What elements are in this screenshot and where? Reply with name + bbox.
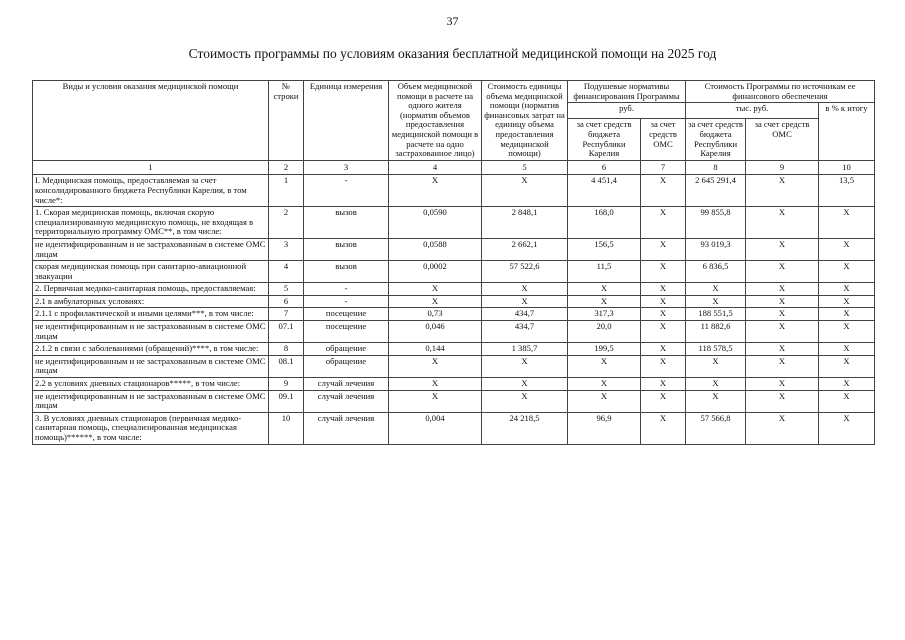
row-unit-cost-cell: X <box>482 355 568 377</box>
row-name-cell: 2.1.2 в связи с заболеваниями (обращений)****, в том числе: <box>33 343 269 356</box>
column-number: 3 <box>304 160 389 175</box>
row-number-cell: 08.1 <box>269 355 304 377</box>
row-budget-cost-cell: 57 566,8 <box>686 412 746 444</box>
row-per-capita-budget-cell: 156,5 <box>568 238 641 260</box>
row-name-cell: не идентифицированным и не застрахованным в системе ОМС лицам <box>33 355 269 377</box>
column-number: 7 <box>641 160 686 175</box>
row-per-capita-oms-cell: X <box>641 390 686 412</box>
row-number-cell: 10 <box>269 412 304 444</box>
table-row <box>33 378 875 391</box>
row-name-cell: не идентифицированным и не застрахованным в системе ОМС лицам <box>33 238 269 260</box>
row-volume-cell: X <box>389 175 482 207</box>
header-row-number: № строки <box>269 81 304 161</box>
row-unit-cell: вызов <box>304 238 389 260</box>
header-volume: Объем медицинской помощи в расчете на одного жителя (норматив объемов предоставления медицинской помощи в расчете на одно застрахованное лицо) <box>389 81 482 161</box>
table-row <box>33 355 875 377</box>
column-number: 6 <box>568 160 641 175</box>
row-per-capita-budget-cell: X <box>568 390 641 412</box>
table-row <box>33 175 875 207</box>
row-number-cell: 07.1 <box>269 321 304 343</box>
row-unit-cell: вызов <box>304 207 389 239</box>
row-unit-cell: вызов <box>304 261 389 283</box>
column-number: 1 <box>33 160 269 175</box>
row-budget-cost-cell: 6 836,5 <box>686 261 746 283</box>
row-percent-cell: X <box>819 283 875 296</box>
row-name-cell: скорая медицинская помощь при санитарно-авиационной эвакуации <box>33 261 269 283</box>
row-per-capita-budget-cell: X <box>568 295 641 308</box>
row-per-capita-oms-cell: X <box>641 207 686 239</box>
row-number-cell: 1 <box>269 175 304 207</box>
row-volume-cell: 0,0590 <box>389 207 482 239</box>
row-oms-cost-cell: X <box>746 283 819 296</box>
row-percent-cell: X <box>819 295 875 308</box>
row-unit-cell: посещение <box>304 308 389 321</box>
row-percent-cell: X <box>819 390 875 412</box>
row-unit-cost-cell: X <box>482 390 568 412</box>
header-unit-thousand-rub: тыс. руб. <box>686 103 819 119</box>
row-unit-cost-cell: X <box>482 175 568 207</box>
row-per-capita-budget-cell: 4 451,4 <box>568 175 641 207</box>
table-row <box>33 238 875 260</box>
row-per-capita-oms-cell: X <box>641 295 686 308</box>
column-number: 5 <box>482 160 568 175</box>
row-oms-cost-cell: X <box>746 412 819 444</box>
column-numbers-row <box>33 160 875 175</box>
row-oms-cost-cell: X <box>746 308 819 321</box>
row-per-capita-budget-cell: 11,5 <box>568 261 641 283</box>
row-budget-cost-cell: 188 551,5 <box>686 308 746 321</box>
row-oms-cost-cell: X <box>746 343 819 356</box>
page-number: 37 <box>446 14 459 28</box>
row-budget-cost-cell: X <box>686 283 746 296</box>
row-oms-cost-cell: X <box>746 390 819 412</box>
row-per-capita-budget-cell: 199,5 <box>568 343 641 356</box>
page-title: Стоимость программы по условиям оказания бесплатной медицинской помощи на 2025 год <box>188 46 717 61</box>
program-cost-table <box>32 80 875 445</box>
column-number: 8 <box>686 160 746 175</box>
header-oms-thousand: за счет средств ОМС <box>746 119 819 160</box>
row-per-capita-oms-cell: X <box>641 378 686 391</box>
row-percent-cell: X <box>819 378 875 391</box>
row-number-cell: 09.1 <box>269 390 304 412</box>
header-per-capita-group: Подушевые нормативы финансирования Программы <box>568 81 686 103</box>
row-unit-cost-cell: 1 385,7 <box>482 343 568 356</box>
row-unit-cost-cell: X <box>482 295 568 308</box>
row-per-capita-oms-cell: X <box>641 412 686 444</box>
row-number-cell: 8 <box>269 343 304 356</box>
row-oms-cost-cell: X <box>746 261 819 283</box>
row-oms-cost-cell: X <box>746 295 819 308</box>
header-unit-cost: Стоимость единицы объема медицинской помощи (норматив финансовых затрат на единицу объема предоставления медицинской помощи) <box>482 81 568 161</box>
row-oms-cost-cell: X <box>746 321 819 343</box>
row-budget-cost-cell: 2 645 291,4 <box>686 175 746 207</box>
row-budget-cost-cell: X <box>686 378 746 391</box>
row-unit-cost-cell: 2 848,1 <box>482 207 568 239</box>
table-row <box>33 343 875 356</box>
row-number-cell: 2 <box>269 207 304 239</box>
row-volume-cell: 0,73 <box>389 308 482 321</box>
row-unit-cost-cell: 24 218,5 <box>482 412 568 444</box>
row-unit-cell: - <box>304 295 389 308</box>
header-oms-rub: за счет средств ОМС <box>641 119 686 160</box>
row-volume-cell: 0,004 <box>389 412 482 444</box>
table-row <box>33 412 875 444</box>
table-row <box>33 308 875 321</box>
table-row <box>33 321 875 343</box>
row-number-cell: 7 <box>269 308 304 321</box>
table-row <box>33 295 875 308</box>
header-cost-group: Стоимость Программы по источникам ее финансового обеспечения <box>686 81 875 103</box>
header-budget-rub: за счет средств бюджета Республики Карелия <box>568 119 641 160</box>
row-name-cell: 2.1 в амбулаторных условиях: <box>33 295 269 308</box>
row-volume-cell: 0,046 <box>389 321 482 343</box>
row-unit-cell: случай лечения <box>304 412 389 444</box>
column-number: 9 <box>746 160 819 175</box>
row-unit-cost-cell: X <box>482 378 568 391</box>
row-per-capita-oms-cell: X <box>641 261 686 283</box>
row-per-capita-oms-cell: X <box>641 283 686 296</box>
row-per-capita-budget-cell: 20,0 <box>568 321 641 343</box>
row-per-capita-oms-cell: X <box>641 308 686 321</box>
row-per-capita-oms-cell: X <box>641 321 686 343</box>
row-percent-cell: X <box>819 355 875 377</box>
row-percent-cell: X <box>819 261 875 283</box>
row-volume-cell: 0,0002 <box>389 261 482 283</box>
row-budget-cost-cell: X <box>686 390 746 412</box>
row-unit-cost-cell: X <box>482 283 568 296</box>
row-per-capita-oms-cell: X <box>641 355 686 377</box>
row-volume-cell: 0,0588 <box>389 238 482 260</box>
row-oms-cost-cell: X <box>746 175 819 207</box>
row-per-capita-budget-cell: X <box>568 378 641 391</box>
row-percent-cell: X <box>819 412 875 444</box>
column-number: 2 <box>269 160 304 175</box>
row-unit-cell: обращение <box>304 355 389 377</box>
row-unit-cell: случай лечения <box>304 390 389 412</box>
row-unit-cell: - <box>304 283 389 296</box>
header-unit-rub: руб. <box>568 103 686 119</box>
row-budget-cost-cell: 99 855,8 <box>686 207 746 239</box>
row-number-cell: 6 <box>269 295 304 308</box>
row-name-cell: не идентифицированным и не застрахованным в системе ОМС лицам <box>33 321 269 343</box>
row-per-capita-oms-cell: X <box>641 175 686 207</box>
table-body <box>33 160 875 444</box>
row-volume-cell: X <box>389 355 482 377</box>
row-oms-cost-cell: X <box>746 355 819 377</box>
row-percent-cell: X <box>819 308 875 321</box>
row-per-capita-oms-cell: X <box>641 238 686 260</box>
row-percent-cell: X <box>819 321 875 343</box>
row-per-capita-budget-cell: 96,9 <box>568 412 641 444</box>
row-unit-cost-cell: 434,7 <box>482 321 568 343</box>
row-budget-cost-cell: X <box>686 295 746 308</box>
row-per-capita-budget-cell: X <box>568 355 641 377</box>
column-number: 10 <box>819 160 875 175</box>
row-volume-cell: X <box>389 295 482 308</box>
row-volume-cell: X <box>389 378 482 391</box>
row-budget-cost-cell: X <box>686 355 746 377</box>
row-volume-cell: X <box>389 283 482 296</box>
row-oms-cost-cell: X <box>746 238 819 260</box>
row-per-capita-oms-cell: X <box>641 343 686 356</box>
row-percent-cell: X <box>819 238 875 260</box>
row-name-cell: 2. Первичная медико-санитарная помощь, предоставляемая: <box>33 283 269 296</box>
header-unit: Единица измерения <box>304 81 389 161</box>
row-volume-cell: X <box>389 390 482 412</box>
table-row <box>33 207 875 239</box>
row-number-cell: 3 <box>269 238 304 260</box>
row-budget-cost-cell: 11 882,6 <box>686 321 746 343</box>
row-unit-cost-cell: 2 662,1 <box>482 238 568 260</box>
row-percent-cell: X <box>819 343 875 356</box>
row-unit-cost-cell: 434,7 <box>482 308 568 321</box>
row-oms-cost-cell: X <box>746 207 819 239</box>
column-number: 4 <box>389 160 482 175</box>
row-unit-cell: посещение <box>304 321 389 343</box>
row-number-cell: 5 <box>269 283 304 296</box>
row-oms-cost-cell: X <box>746 378 819 391</box>
row-unit-cell: - <box>304 175 389 207</box>
row-name-cell: 2.2 в условиях дневных стационаров*****, в том числе: <box>33 378 269 391</box>
table-row <box>33 261 875 283</box>
row-unit-cell: обращение <box>304 343 389 356</box>
row-name-cell: 2.1.1 с профилактической и иными целями***, в том числе: <box>33 308 269 321</box>
row-percent-cell: X <box>819 207 875 239</box>
header-budget-thousand: за счет средств бюджета Республики Карелия <box>686 119 746 160</box>
row-unit-cell: случай лечения <box>304 378 389 391</box>
row-unit-cost-cell: 57 522,6 <box>482 261 568 283</box>
row-per-capita-budget-cell: 317,3 <box>568 308 641 321</box>
row-name-cell: 3. В условиях дневных стационаров (первичная медико-санитарная помощь, специализированная медицинская помощь)******, в том числе: <box>33 412 269 444</box>
row-name-cell: I. Медицинская помощь, предоставляемая за счет консолидированного бюджета Республики Карелия, в том числе*: <box>33 175 269 207</box>
row-volume-cell: 0,144 <box>389 343 482 356</box>
row-budget-cost-cell: 118 578,5 <box>686 343 746 356</box>
row-percent-cell: 13,5 <box>819 175 875 207</box>
row-per-capita-budget-cell: 168,0 <box>568 207 641 239</box>
table-row <box>33 283 875 296</box>
row-name-cell: 1. Скорая медицинская помощь, включая скорую специализированную медицинскую помощь, не входящая в территориальную программу ОМС**, в том числе: <box>33 207 269 239</box>
header-types-conditions: Виды и условия оказания медицинской помощи <box>33 81 269 161</box>
header-percent-total: в % к итогу <box>819 103 875 161</box>
row-name-cell: не идентифицированным и не застрахованным в системе ОМС лицам <box>33 390 269 412</box>
row-number-cell: 9 <box>269 378 304 391</box>
row-number-cell: 4 <box>269 261 304 283</box>
row-budget-cost-cell: 93 019,3 <box>686 238 746 260</box>
table-row <box>33 390 875 412</box>
row-per-capita-budget-cell: X <box>568 283 641 296</box>
